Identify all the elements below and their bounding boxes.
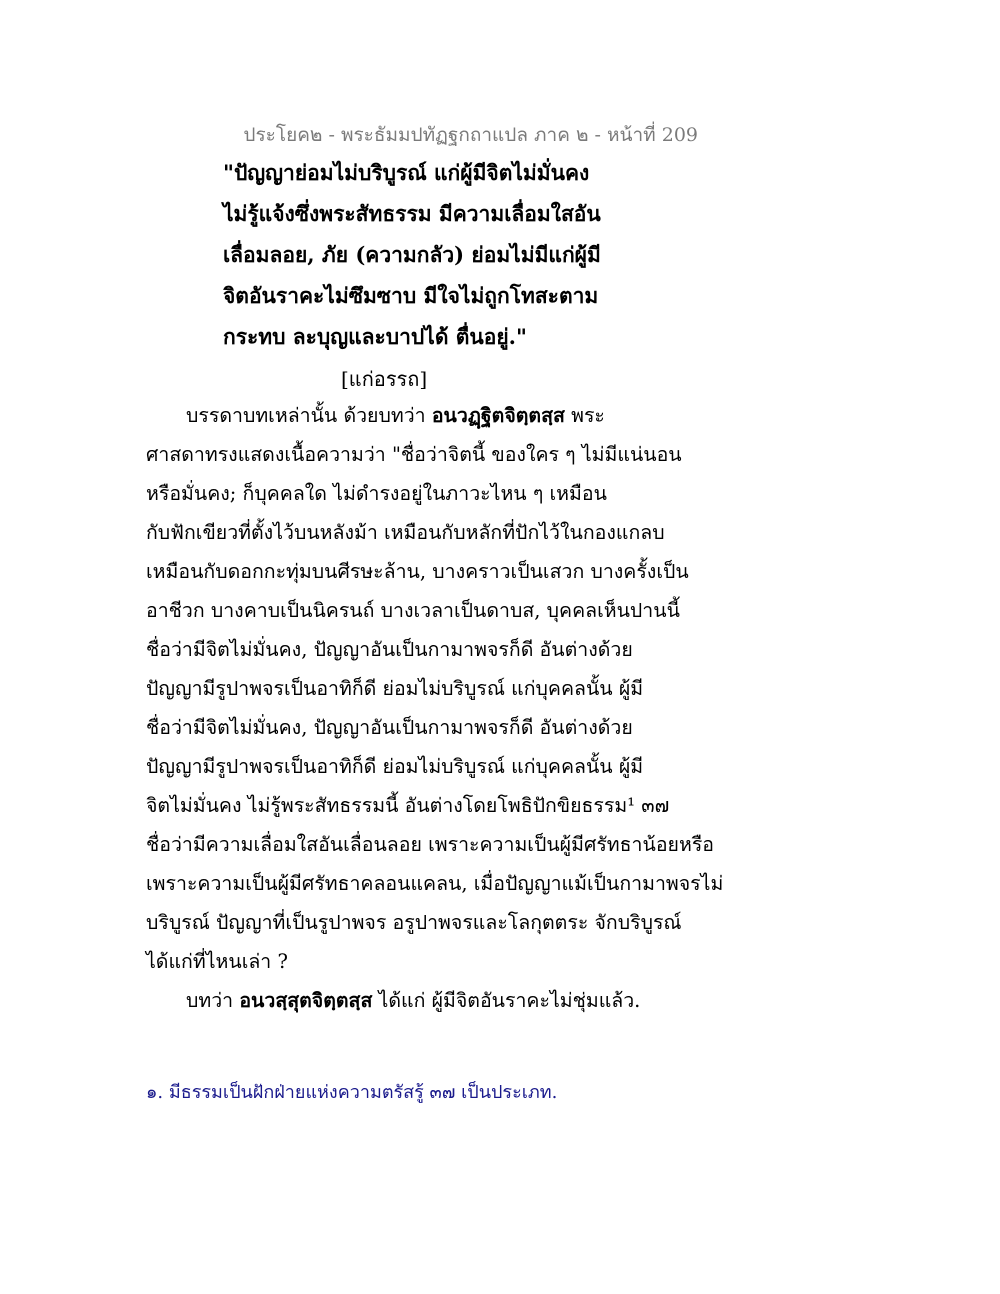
text-line: ปัญญามีรูปาพจรเป็นอาทิก็ดี ย่อมไม่บริบูรณ์ แก่บุคคลนั้น ผู้มี bbox=[146, 677, 644, 700]
text-run: พระ bbox=[564, 404, 605, 427]
text-line: เพราะความเป็นผู้มีศรัทธาคลอนแคลน, เมื่อปัญญาแม้เป็นกามาพจรไม่ bbox=[146, 872, 724, 895]
paragraph-first-line bbox=[146, 981, 723, 1020]
text-run: บรรดาบทเหล่านั้น ด้วยบทว่า bbox=[186, 404, 432, 427]
text-line: ชื่อว่ามีจิตไม่มั่นคง, ปัญญาอันเป็นกามาพจรก็ดี อันต่างด้วย bbox=[146, 638, 633, 661]
text-line: อาชีวก บางคาบเป็นนิครนถ์ บางเวลาเป็นดาบส, บุคคลเห็นปานนี้ bbox=[146, 599, 680, 622]
section-heading: [แก่อรรถ] bbox=[341, 367, 428, 391]
text-line: ได้แก่ที่ไหนเล่า ? bbox=[146, 950, 288, 973]
verse-line: เลื่อมลอย, ภัย (ความกลัว) ย่อมไม่มีแก่ผู้มี bbox=[223, 242, 601, 267]
pali-term: อนวฏฺฐิตจิตฺตสฺส bbox=[431, 404, 565, 427]
text-run: บทว่า bbox=[186, 989, 240, 1012]
text-line: ชื่อว่ามีความเลื่อมใสอันเลื่อนลอย เพราะความเป็นผู้มีศรัทธาน้อยหรือ bbox=[146, 833, 715, 856]
verse-block bbox=[223, 152, 601, 357]
commentary-body bbox=[146, 396, 723, 1020]
text-line: เหมือนกับดอกกะทุ่มบนศีรษะล้าน, บางคราวเป็นเสวก บางครั้งเป็น bbox=[146, 560, 689, 583]
text-line: จิตไม่มั่นคง ไม่รู้พระสัทธรรมนี้ อันต่างโดยโพธิปักขิยธรรม¹ ๓๗ bbox=[146, 794, 670, 817]
text-line: หรือมั่นคง; ก็บุคคลใด ไม่ดำรงอยู่ในภาวะไหน ๆ เหมือน bbox=[146, 482, 607, 505]
text-line: ศาสดาทรงแสดงเนื้อความว่า "ชื่อว่าจิตนี้ ของใคร ๆ ไม่มีแน่นอน bbox=[146, 443, 682, 466]
verse-line: "ปัญญาย่อมไม่บริบูรณ์ แก่ผู้มีจิตไม่มั่นคง bbox=[223, 160, 590, 185]
text-line: ปัญญามีรูปาพจรเป็นอาทิก็ดี ย่อมไม่บริบูรณ์ แก่บุคคลนั้น ผู้มี bbox=[146, 755, 644, 778]
pali-term: อนวสฺสุตจิตฺตสฺส bbox=[239, 989, 373, 1012]
paragraph-first-line bbox=[146, 396, 723, 435]
page-running-header: ประโยค๒ - พระธัมมปทัฏฐกถาแปล ภาค ๒ - หน้าที่ 209 bbox=[243, 124, 698, 146]
verse-line: ไม่รู้แจ้งซึ่งพระสัทธรรม มีความเลื่อมใสอัน bbox=[223, 201, 601, 226]
verse-line: กระทบ ละบุญและบาปได้ ตื่นอยู่." bbox=[223, 324, 527, 349]
text-line: กับฟักเขียวที่ตั้งไว้บนหลังม้า เหมือนกับหลักที่ปักไว้ในกองแกลบ bbox=[146, 521, 665, 544]
text-line: บริบูรณ์ ปัญญาที่เป็นรูปาพจร อรูปาพจรและโลกุตตระ จักบริบูรณ์ bbox=[146, 911, 682, 934]
text-run: ได้แก่ ผู้มีจิตอันราคะไม่ชุ่มแล้ว. bbox=[372, 989, 641, 1012]
footnote: ๑. มีธรรมเป็นฝักฝ่ายแห่งความตรัสรู้ ๓๗ เป็นประเภท. bbox=[146, 1082, 558, 1103]
text-line: ชื่อว่ามีจิตไม่มั่นคง, ปัญญาอันเป็นกามาพจรก็ดี อันต่างด้วย bbox=[146, 716, 633, 739]
verse-line: จิตอันราคะไม่ซึมซาบ มีใจไม่ถูกโทสะตาม bbox=[223, 283, 599, 308]
